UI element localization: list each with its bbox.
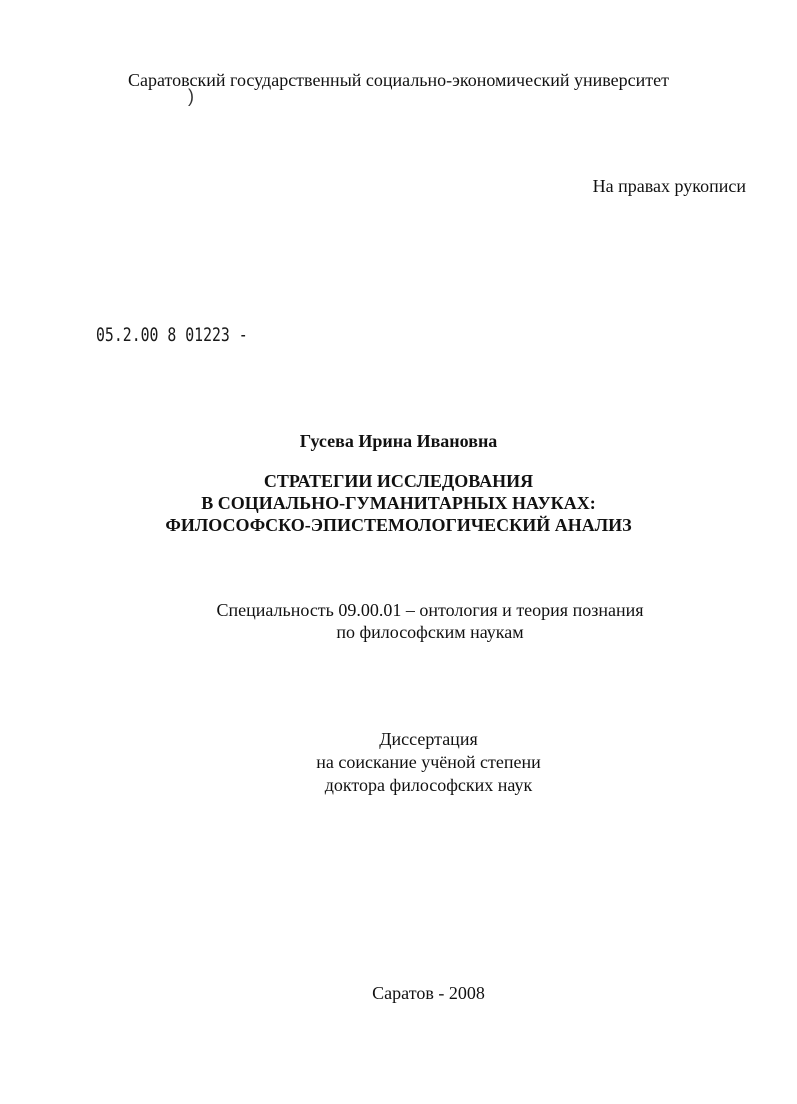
dissertation-title bbox=[0, 470, 797, 536]
degree-line: на соискание учёной степени bbox=[316, 752, 541, 772]
author-name: Гусева Ирина Ивановна bbox=[299, 431, 498, 451]
registration-stamp: 05.2.00 8 01223 - bbox=[96, 324, 248, 346]
title-line: СТРАТЕГИИ ИССЛЕДОВАНИЯ bbox=[263, 471, 534, 491]
city-year: Саратов - 2008 bbox=[372, 983, 485, 1003]
specialty-line: по философским наукам bbox=[336, 622, 524, 642]
degree-block bbox=[0, 728, 797, 797]
degree-line: Диссертация bbox=[379, 729, 478, 749]
title-line: ФИЛОСОФСКО-ЭПИСТЕМОЛОГИЧЕСКИЙ АНАЛИЗ bbox=[165, 515, 632, 535]
title-line: В СОЦИАЛЬНО-ГУМАНИТАРНЫХ НАУКАХ: bbox=[201, 493, 596, 513]
manuscript-rights-note: На правах рукописи bbox=[592, 176, 746, 196]
handwritten-mark: ) bbox=[188, 86, 194, 106]
specialty-line: Специальность 09.00.01 – онтология и теория познания bbox=[216, 600, 644, 620]
degree-line: доктора философских наук bbox=[324, 775, 533, 795]
university-name: Саратовский государственный социально-экономический университет bbox=[128, 70, 669, 90]
specialty-block bbox=[0, 599, 797, 643]
